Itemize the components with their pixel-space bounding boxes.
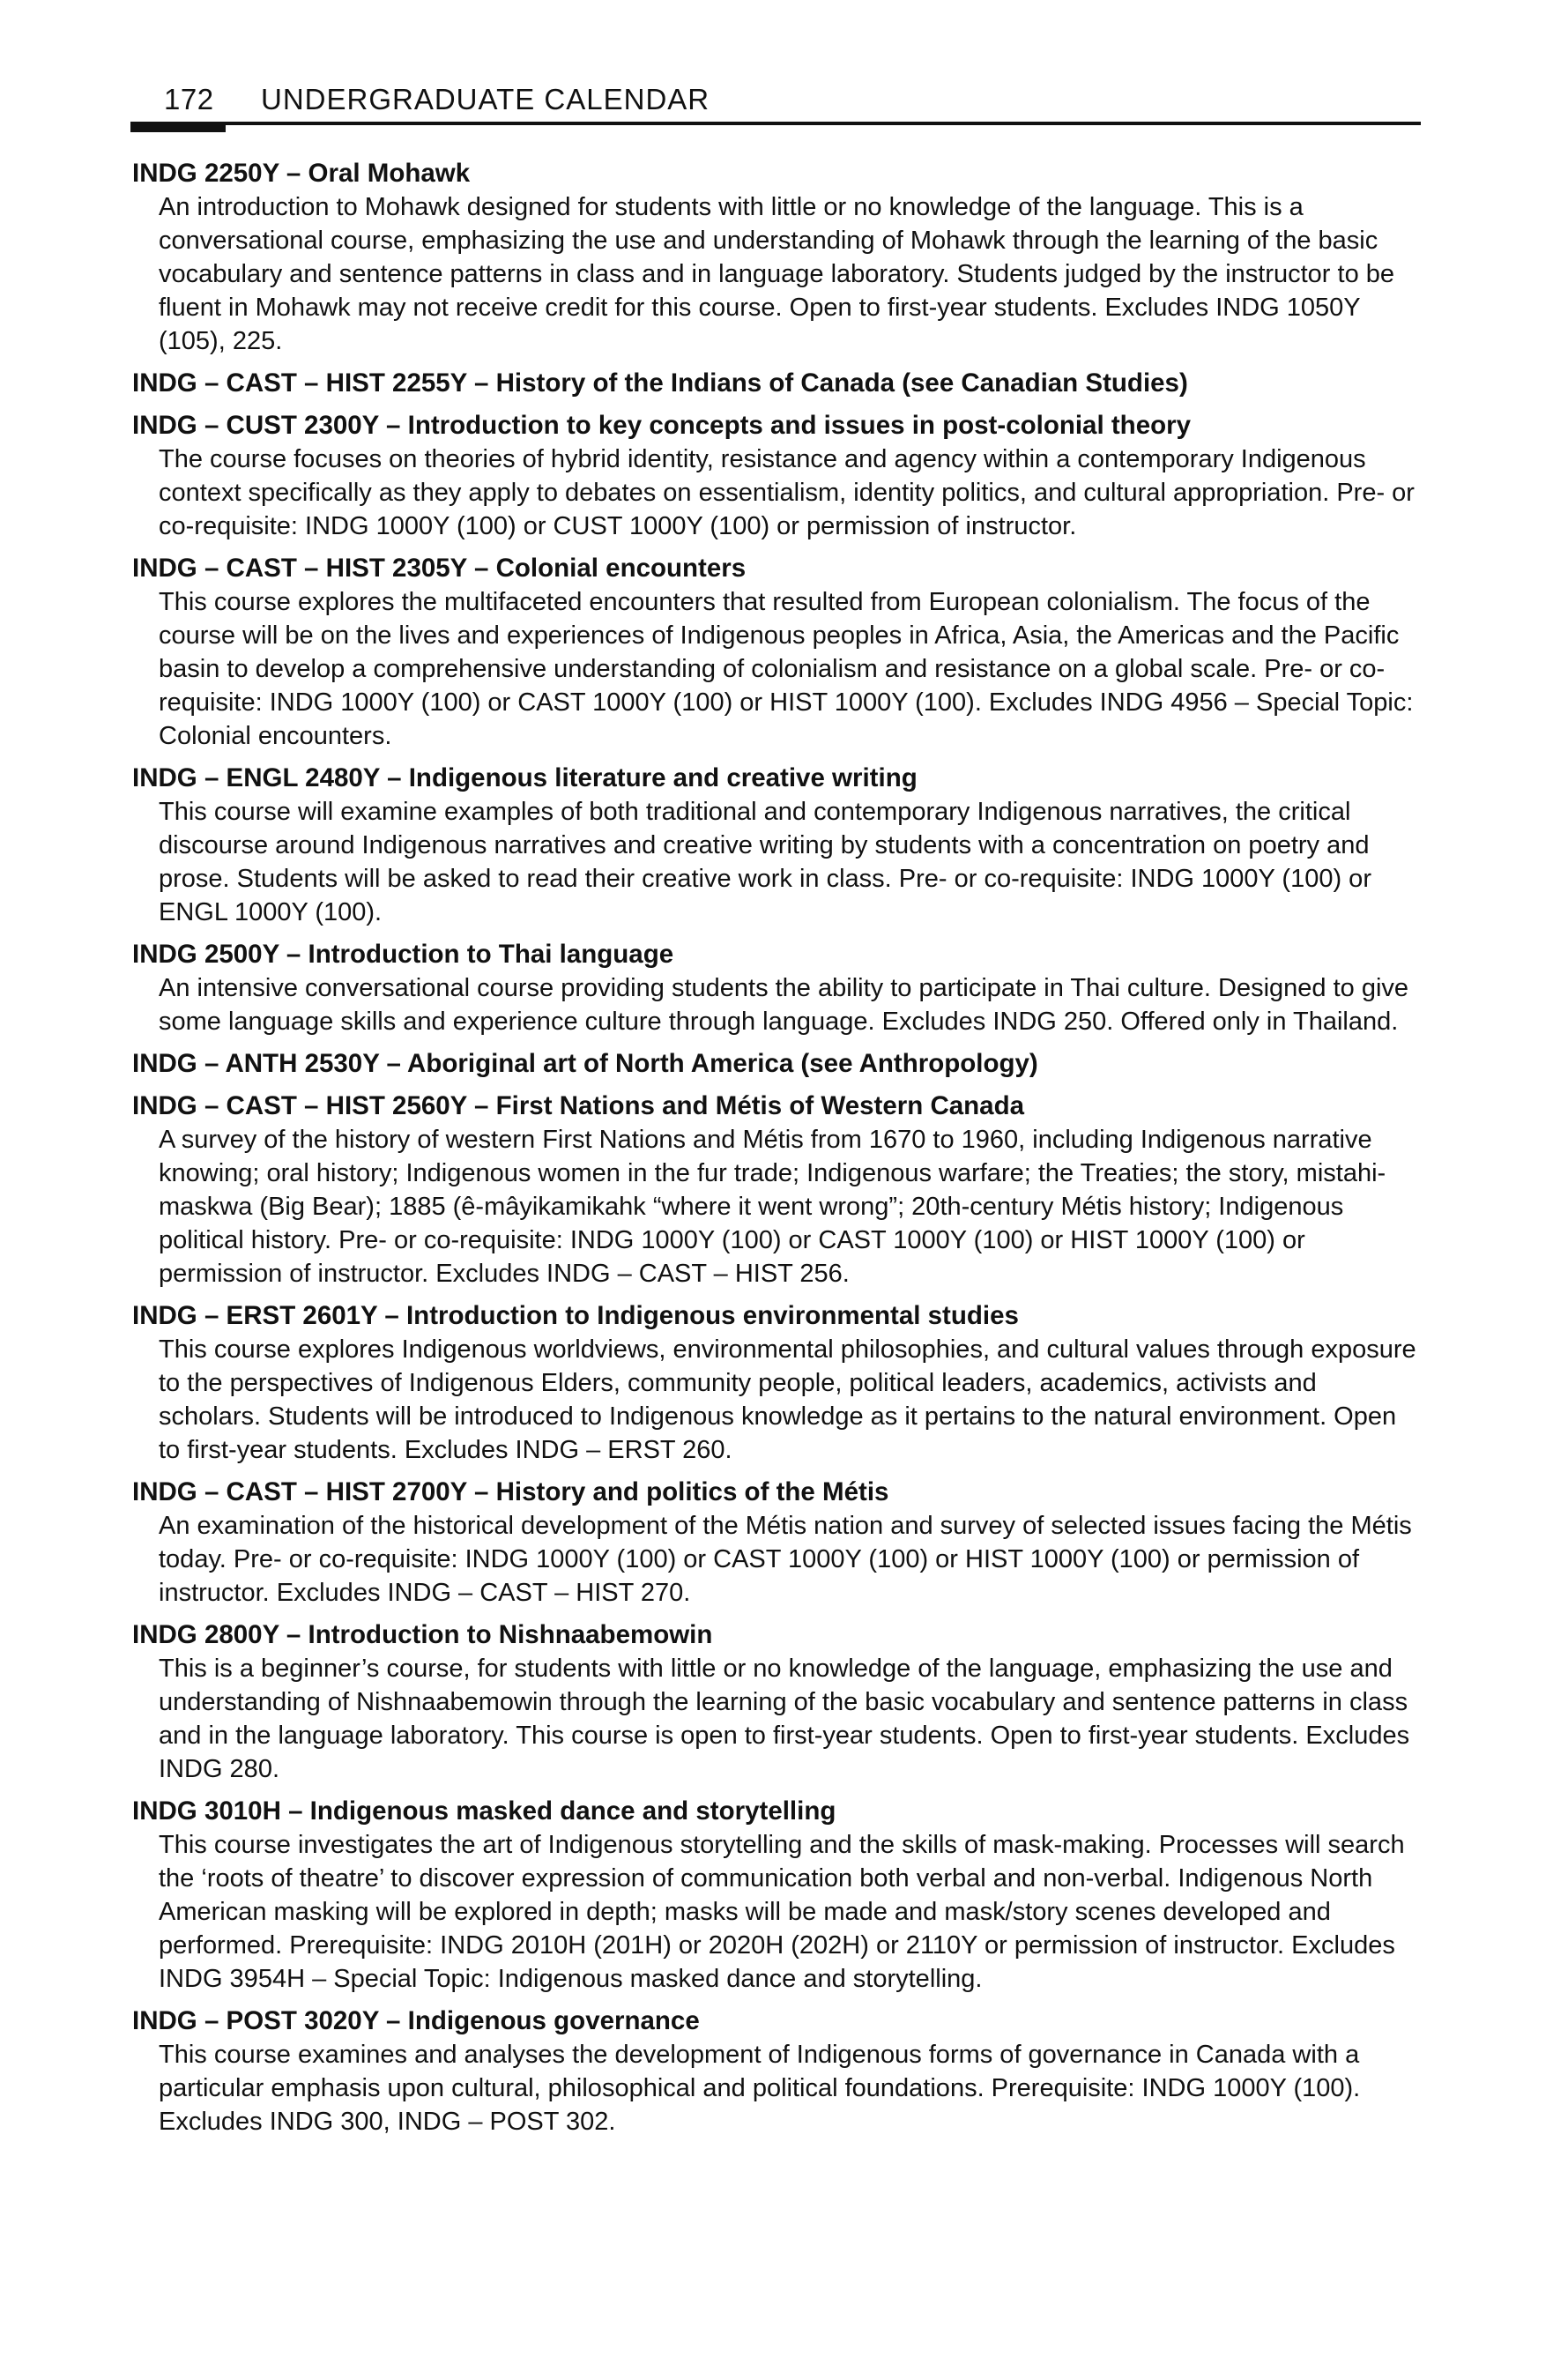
course-entry-indg-cast-hist-2700y	[132, 1476, 1423, 1610]
course-entry-indg-cust-2300y	[132, 409, 1423, 543]
course-title: INDG 2250Y – Oral Mohawk	[132, 159, 471, 188]
course-description: An examination of the historical development of the Métis nation and survey of selected issues facing the Métis today. Pre- or co-requisite: INDG 1000Y (100) or CAST 1000Y (100) or HIST 1000Y (100) or permission of instructor. Excludes INDG – CAST – HIST 270.	[159, 1512, 1412, 1607]
page-header	[130, 79, 1421, 130]
running-head: UNDERGRADUATE CALENDAR	[261, 83, 710, 115]
course-description: This course will examine examples of both traditional and contemporary Indigenous narratives, the critical discourse around Indigenous narratives and creative writing by students with a concentration on poetry and prose. Students will be asked to read their creative work in class. Pre- or co-requisite: INDG 1000Y (100) or ENGL 1000Y (100).	[159, 798, 1371, 926]
course-entry-indg-post-3020y	[132, 2004, 1423, 2138]
course-title: INDG – CUST 2300Y – Introduction to key concepts and issues in post-colonial theory	[132, 411, 1192, 440]
course-list	[132, 157, 1423, 2147]
course-entry-indg-cast-hist-2305y	[132, 552, 1423, 753]
course-title: INDG – ERST 2601Y – Introduction to Indigenous environmental studies	[132, 1301, 1019, 1330]
page-number: 172	[164, 83, 214, 115]
course-title: INDG – ANTH 2530Y – Aboriginal art of North America (see Anthropology)	[132, 1049, 1038, 1078]
course-title: INDG – CAST – HIST 2305Y – Colonial encounters	[132, 554, 747, 583]
course-entry-indg-anth-2530y	[132, 1047, 1423, 1081]
course-entry-indg-cast-hist-2255y	[132, 367, 1423, 400]
course-entry-indg-2500y	[132, 938, 1423, 1038]
course-description: A survey of the history of western First Nations and Métis from 1670 to 1960, including Indigenous narrative knowing; oral history; Indigenous women in the fur trade; Indigenous warfare; the Treaties; the story, mistahi-maskwa (Big Bear); 1885 (ê-mâyikamikahk “where it went wrong”; 20th-century Métis history; Indigenous political history. Pre- or co-requisite: INDG 1000Y (100) or CAST 1000Y (100) or HIST 1000Y (100) or permission of instructor. Excludes INDG – CAST – HIST 256.	[159, 1126, 1386, 1288]
course-entry-indg-erst-2601y	[132, 1299, 1423, 1467]
course-description: This course explores the multifaceted encounters that resulted from European colonialism. The focus of the course will be on the lives and experiences of Indigenous peoples in Africa, Asia, the Americas and the Pacific basin to develop a comprehensive understanding of colonialism and resistance on a global scale. Pre- or co-requisite: INDG 1000Y (100) or CAST 1000Y (100) or HIST 1000Y (100). Excludes INDG 4956 – Special Topic: Colonial encounters.	[159, 588, 1414, 750]
course-entry-indg-2800y	[132, 1618, 1423, 1786]
header-rule	[130, 122, 1421, 125]
course-description: An introduction to Mohawk designed for students with little or no knowledge of the language. This is a conversational course, emphasizing the use and understanding of Mohawk through the learning of the basic vocabulary and sentence patterns in class and in language laboratory. Students judged by the instructor to be fluent in Mohawk may not receive credit for this course. Open to first-year students. Excludes INDG 1050Y (105), 225.	[159, 193, 1395, 355]
course-description: The course focuses on theories of hybrid identity, resistance and agency within a contemporary Indigenous context specifically as they apply to debates on essentialism, identity politics, and cultural appropriation. Pre- or co-requisite: INDG 1000Y (100) or CUST 1000Y (100) or permission of instructor.	[159, 445, 1415, 540]
course-description: This course investigates the art of Indigenous storytelling and the skills of mask-making. Processes will search the ‘roots of theatre’ to discover expression of communication both verbal and non-verbal. Indigenous North American masking will be explored in depth; masks will be made and mask/story scenes developed and performed. Prerequisite: INDG 2010H (201H) or 2020H (202H) or 2110Y or permission of instructor. Excludes INDG 3954H – Special Topic: Indigenous masked dance and storytelling.	[159, 1831, 1405, 1993]
course-entry-indg-engl-2480y	[132, 762, 1423, 929]
course-description: An intensive conversational course providing students the ability to participate in Thai culture. Designed to give some language skills and experience culture through language. Excludes INDG 250. Offered only in Thailand.	[159, 974, 1409, 1036]
course-title: INDG – POST 3020Y – Indigenous governance	[132, 2006, 700, 2035]
course-entry-indg-3010h	[132, 1795, 1423, 1996]
course-title: INDG 2500Y – Introduction to Thai language	[132, 940, 674, 969]
course-description: This course examines and analyses the development of Indigenous forms of governance in Canada with a particular emphasis upon cultural, philosophical and political foundations. Prerequisite: INDG 1000Y (100). Excludes INDG 300, INDG – POST 302.	[159, 2041, 1361, 2136]
course-description: This is a beginner’s course, for students with little or no knowledge of the language, emphasizing the use and understanding of Nishnaabemowin through the learning of the basic vocabulary and sentence patterns in class and in the language laboratory. This course is open to first-year students. Open to first-year students. Excludes INDG 280.	[159, 1655, 1410, 1783]
header-rule-tab	[130, 122, 226, 132]
course-title: INDG 3010H – Indigenous masked dance and storytelling	[132, 1796, 836, 1826]
course-description: This course explores Indigenous worldviews, environmental philosophies, and cultural values through exposure to the perspectives of Indigenous Elders, community people, political leaders, academics, activists and scholars. Students will be introduced to Indigenous knowledge as it pertains to the natural environment. Open to first-year students. Excludes INDG – ERST 260.	[159, 1335, 1416, 1464]
course-entry-indg-2250y	[132, 157, 1423, 358]
course-entry-indg-cast-hist-2560y	[132, 1090, 1423, 1290]
course-title: INDG – CAST – HIST 2700Y – History and politics of the Métis	[132, 1477, 889, 1506]
course-title: INDG – CAST – HIST 2255Y – History of the Indians of Canada (see Canadian Studies)	[132, 368, 1188, 398]
course-title: INDG 2800Y – Introduction to Nishnaabemowin	[132, 1620, 713, 1649]
course-title: INDG – CAST – HIST 2560Y – First Nations and Métis of Western Canada	[132, 1091, 1025, 1120]
course-title: INDG – ENGL 2480Y – Indigenous literature and creative writing	[132, 763, 918, 792]
